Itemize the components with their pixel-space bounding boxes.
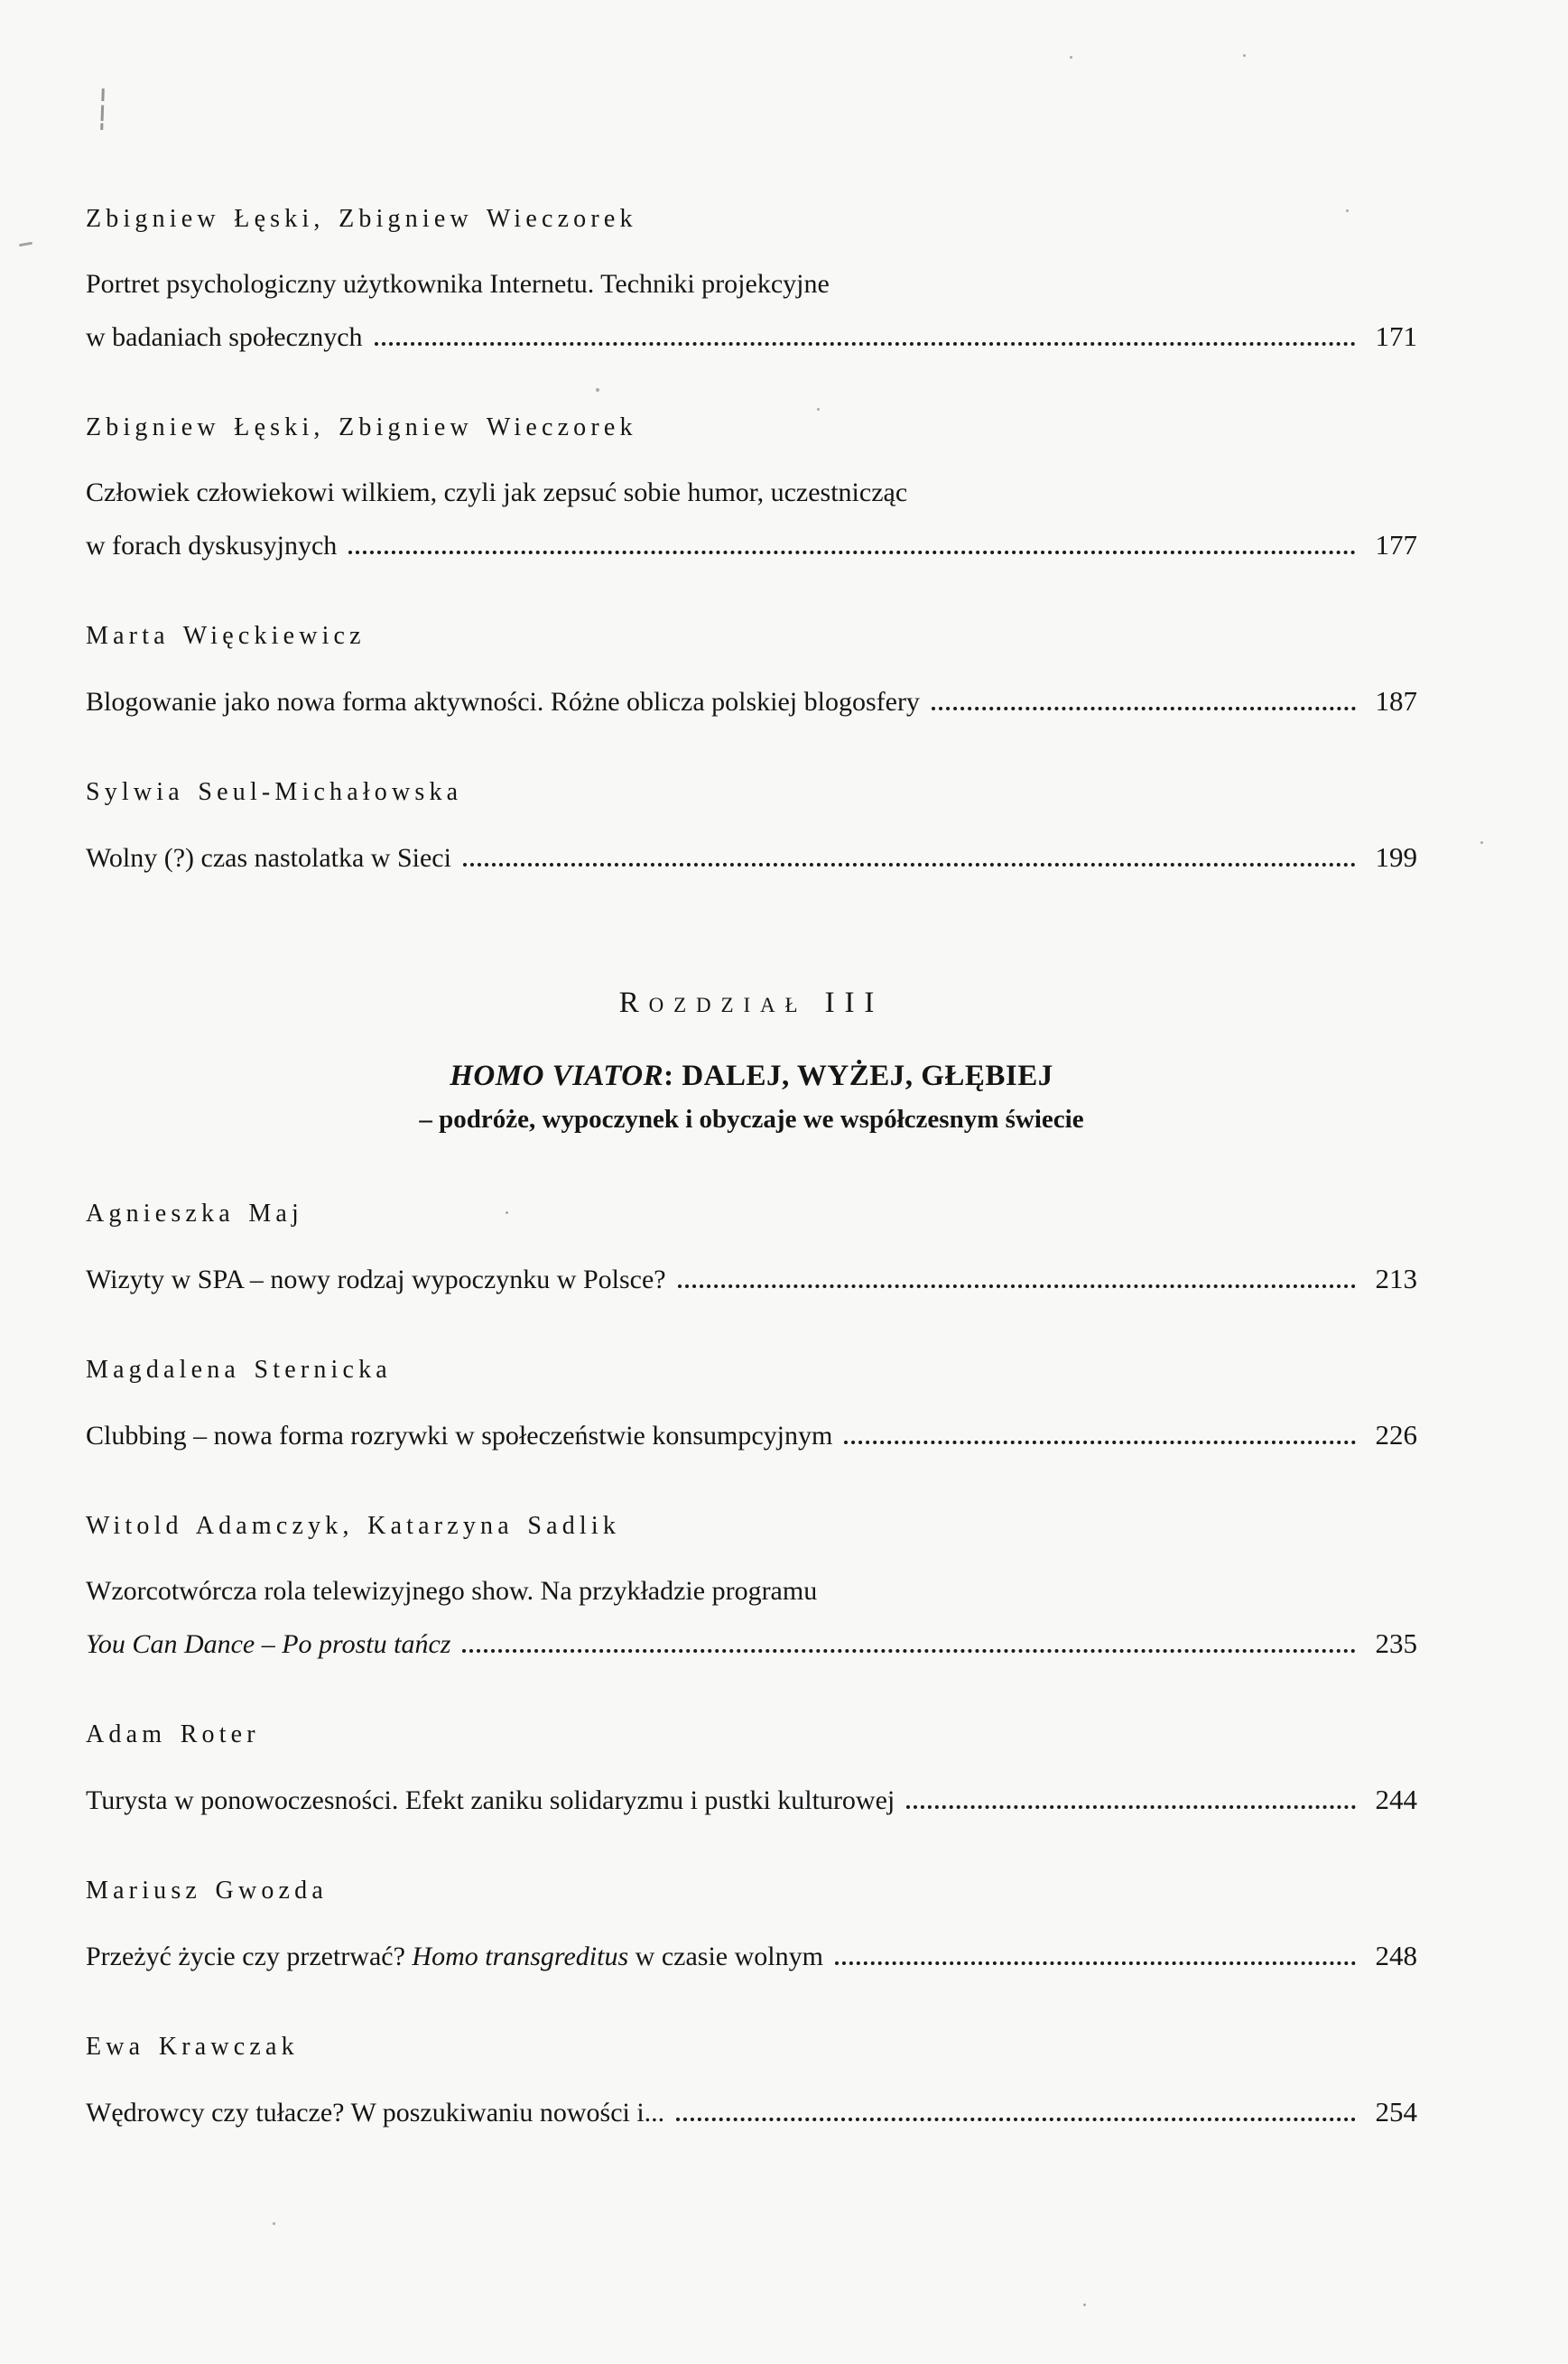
dot-leader: [676, 2118, 1356, 2121]
title-segment: w czasie wolnym: [628, 1942, 823, 1971]
entry-author: Marta Więckiewicz: [86, 622, 366, 650]
dot-leader: [375, 342, 1356, 346]
entry-page-number: 171: [1375, 320, 1417, 352]
entry-title-text: [86, 1775, 895, 1827]
title-segment: Blogowanie jako nowa forma aktywności. Różne oblicza polskiej blogosfery: [86, 687, 920, 717]
entry-page-number: 177: [1375, 529, 1417, 561]
entry-title-text: [86, 832, 451, 885]
entry-title-line: [86, 519, 1417, 572]
entry-title-line: [86, 1930, 1417, 1983]
entry-author: Mariusz Gwozda: [86, 1877, 328, 1905]
scan-speck: [1083, 2304, 1086, 2306]
entry-title-text: [86, 1410, 832, 1462]
entry-page-number: 213: [1375, 1263, 1417, 1294]
entry-title-text: [86, 1618, 450, 1671]
title-segment: You Can Dance – Po prostu tańcz: [86, 1629, 451, 1659]
entry-title-line: [86, 1253, 1417, 1306]
entry-title-text: [86, 467, 907, 519]
entry-author: Adam Roter: [86, 1720, 260, 1748]
scan-artifact-dash: [19, 242, 32, 247]
chapter-subtitle: – podróże, wypoczynek i obyczaje we współczesnym świecie: [419, 1105, 1084, 1134]
entry-title-line: [86, 1774, 1417, 1827]
entry-title-line: [86, 675, 1417, 728]
title-segment: Clubbing – nowa forma rozrywki w społeczeństwie konsumpcyjnym: [86, 1421, 833, 1451]
dot-leader: [348, 551, 1356, 554]
entry-title-line: [86, 1409, 1417, 1462]
title-segment: Wzorcotwórcza rola telewizyjnego show. Na przykładzie programu: [86, 1576, 818, 1606]
entry-title-line: [86, 311, 1417, 364]
entry-author: Sylwia Seul-Michałowska: [86, 778, 463, 806]
toc-entry: [86, 1197, 1417, 1306]
title-segment: Przeżyć życie czy przetrwać?: [86, 1942, 413, 1971]
title-segment: Turysta w ponowoczesności. Efekt zaniku solidaryzmu i pustki kulturowej: [86, 1785, 895, 1815]
entry-title-text: [86, 676, 920, 728]
toc-entry: [86, 1718, 1417, 1827]
entry-page-number: 199: [1375, 841, 1417, 873]
title-segment: w badaniach społecznych: [86, 322, 363, 352]
title-segment: Wolny (?) czas nastolatka w Sieci: [86, 843, 451, 873]
toc-entry: [86, 619, 1417, 728]
entry-title-text: [86, 1254, 666, 1306]
toc-entry: [86, 775, 1417, 885]
entry-title-text: [86, 520, 337, 572]
dot-leader: [932, 707, 1356, 710]
title-segment: Wizyty w SPA – nowy rodzaj wypoczynku w Polsce?: [86, 1265, 666, 1294]
toc-list: [86, 0, 1417, 2186]
chapter-kicker: Rozdział III: [618, 987, 885, 1019]
entry-author: Agnieszka Maj: [86, 1200, 303, 1228]
entry-author: Zbigniew Łęski, Zbigniew Wieczorek: [86, 413, 637, 441]
scan-speck: [1480, 841, 1483, 844]
entry-author: Magdalena Sternicka: [86, 1356, 392, 1384]
title-segment: w forach dyskusyjnych: [86, 531, 338, 561]
entry-page-number: 187: [1375, 685, 1417, 717]
title-segment: Wędrowcy czy tułacze? W poszukiwaniu nowości i...: [86, 2098, 665, 2128]
title-segment: Homo transgreditus: [412, 1942, 629, 1971]
entry-page-number: 244: [1375, 1784, 1417, 1815]
toc-entry: [86, 2030, 1417, 2139]
toc-entry: [86, 411, 1417, 572]
dot-leader: [906, 1805, 1356, 1809]
toc-entry: [86, 1353, 1417, 1462]
entry-title-line: [86, 1565, 1417, 1618]
entry-title-text: [86, 311, 363, 364]
dot-leader: [844, 1441, 1356, 1444]
chapter-title: [86, 1056, 1417, 1096]
entry-title-line: [86, 1618, 1417, 1671]
entry-page-number: 254: [1375, 2096, 1417, 2128]
title-segment: Portret psychologiczny użytkownika Internetu. Techniki projekcyjne: [86, 269, 830, 299]
entry-title-line: [86, 467, 1417, 519]
scan-speck: [273, 2222, 275, 2225]
entry-page-number: 235: [1375, 1627, 1417, 1659]
chapter-title-segment: : DALEJ, WYŻEJ, GŁĘBIEJ: [663, 1060, 1053, 1092]
chapter-title-segment: HOMO VIATOR: [450, 1060, 664, 1092]
entry-title-text: [86, 1931, 823, 1983]
dot-leader: [835, 1961, 1356, 1965]
title-segment: Człowiek człowiekowi wilkiem, czyli jak zepsuć sobie humor, uczestnicząc: [86, 477, 908, 507]
entry-title-line: [86, 2086, 1417, 2139]
entry-author: Zbigniew Łęski, Zbigniew Wieczorek: [86, 205, 637, 233]
dot-leader: [678, 1284, 1356, 1288]
entry-page-number: 248: [1375, 1940, 1417, 1971]
entry-author: Witold Adamczyk, Katarzyna Sadlik: [86, 1512, 620, 1540]
toc-entry: [86, 1509, 1417, 1671]
chapter-heading: [86, 984, 1417, 1137]
entry-title-text: [86, 1565, 817, 1618]
toc-entry: [86, 1874, 1417, 1983]
dot-leader: [462, 1649, 1356, 1653]
entry-title-line: [86, 258, 1417, 311]
entry-title-line: [86, 831, 1417, 885]
entry-title-text: [86, 258, 830, 311]
entry-title-text: [86, 2087, 664, 2139]
dot-leader: [463, 863, 1356, 867]
toc-entry: [86, 202, 1417, 364]
entry-page-number: 226: [1375, 1419, 1417, 1451]
entry-author: Ewa Krawczak: [86, 2033, 299, 2061]
